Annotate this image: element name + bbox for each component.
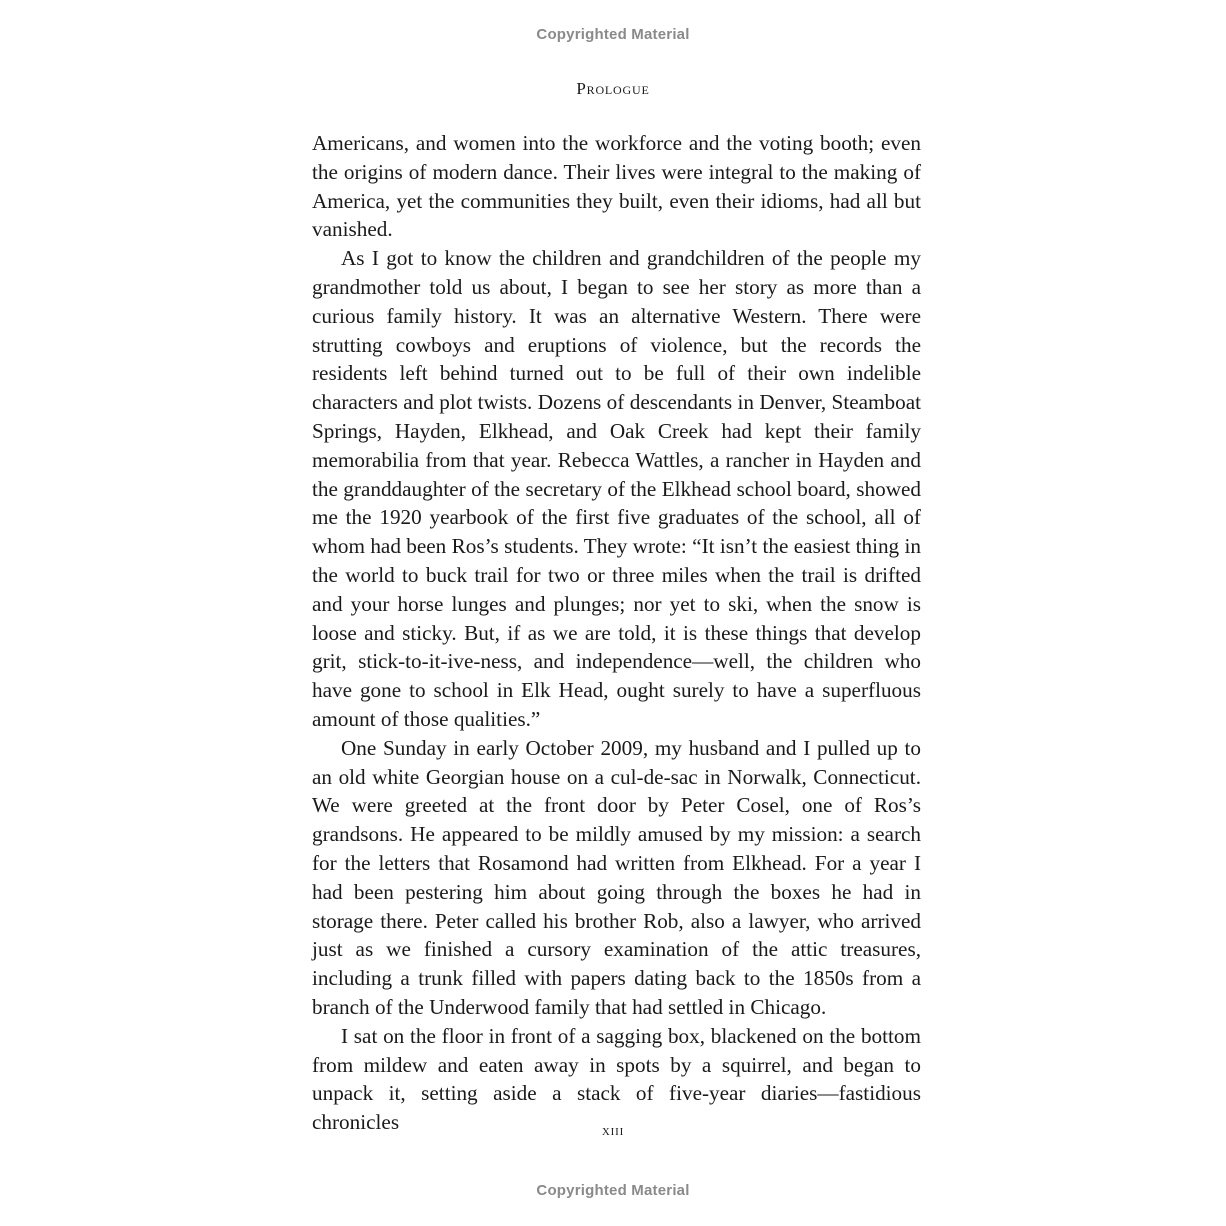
page-number: xiii — [601, 1122, 625, 1139]
paragraph: As I got to know the children and grandchildren of the people my grandmother told us about, I began to see her story as more than a curious family history. It was an alternative Western. There were strutting cowboys and eruptions of violence, but the records the residents left behind turned out to be full of their own indelible characters and plot twists. Dozens of descendants in Denver, Steamboat Springs, Hayden, Elkhead, and Oak Creek had kept their family memorabilia from that year. Rebecca Wattles, a rancher in Hayden and the granddaughter of the secretary of the Elkhead school board, showed me the 1920 yearbook of the first five graduates of the school, all of whom had been Ros’s students. They wrote: “It isn’t the easiest thing in the world to buck trail for two or three miles when the trail is drifted and your horse lunges and plunges; nor yet to ski, when the snow is loose and sticky. But, if as we are told, it is these things that develop grit, stick-to-it-ive-ness, and independence—well, the children who have gone to school in Elk Head, ought surely to have a superfluous amount of those qualities.” — [312, 246, 921, 731]
running-head: Prologue — [576, 79, 650, 98]
copyright-watermark-bottom: Copyrighted Material — [536, 1182, 690, 1199]
paragraph: One Sunday in early October 2009, my husband and I pulled up to an old white Georgian house on a cul-de-sac in Norwalk, Connecticut. We were greeted at the front door by Peter Cosel, one of Ros’s grandsons. He appeared to be mildly amused by my mission: a search for the letters that Rosamond had written from Elkhead. For a year I had been pestering him about going through the boxes he had in storage there. Peter called his brother Rob, also a lawyer, who arrived just as we finished a cursory examination of the attic treasures, including a trunk filled with papers dating back to the 1850s from a branch of the Underwood family that had settled in Chicago. — [312, 735, 921, 1019]
body-text — [312, 129, 921, 1137]
paragraph: I sat on the floor in front of a sagging box, blackened on the bottom from mildew and eaten away in spots by a squirrel, and began to unpack it, setting aside a stack of five-year diaries—fastidious chronicles — [312, 1023, 921, 1135]
paragraph-continued: Americans, and women into the workforce and the voting booth; even the origins of modern dance. Their lives were integral to the making of America, yet the communities they built, even their idioms, had all but vanished. — [312, 131, 921, 242]
copyright-watermark-top: Copyrighted Material — [536, 26, 690, 43]
